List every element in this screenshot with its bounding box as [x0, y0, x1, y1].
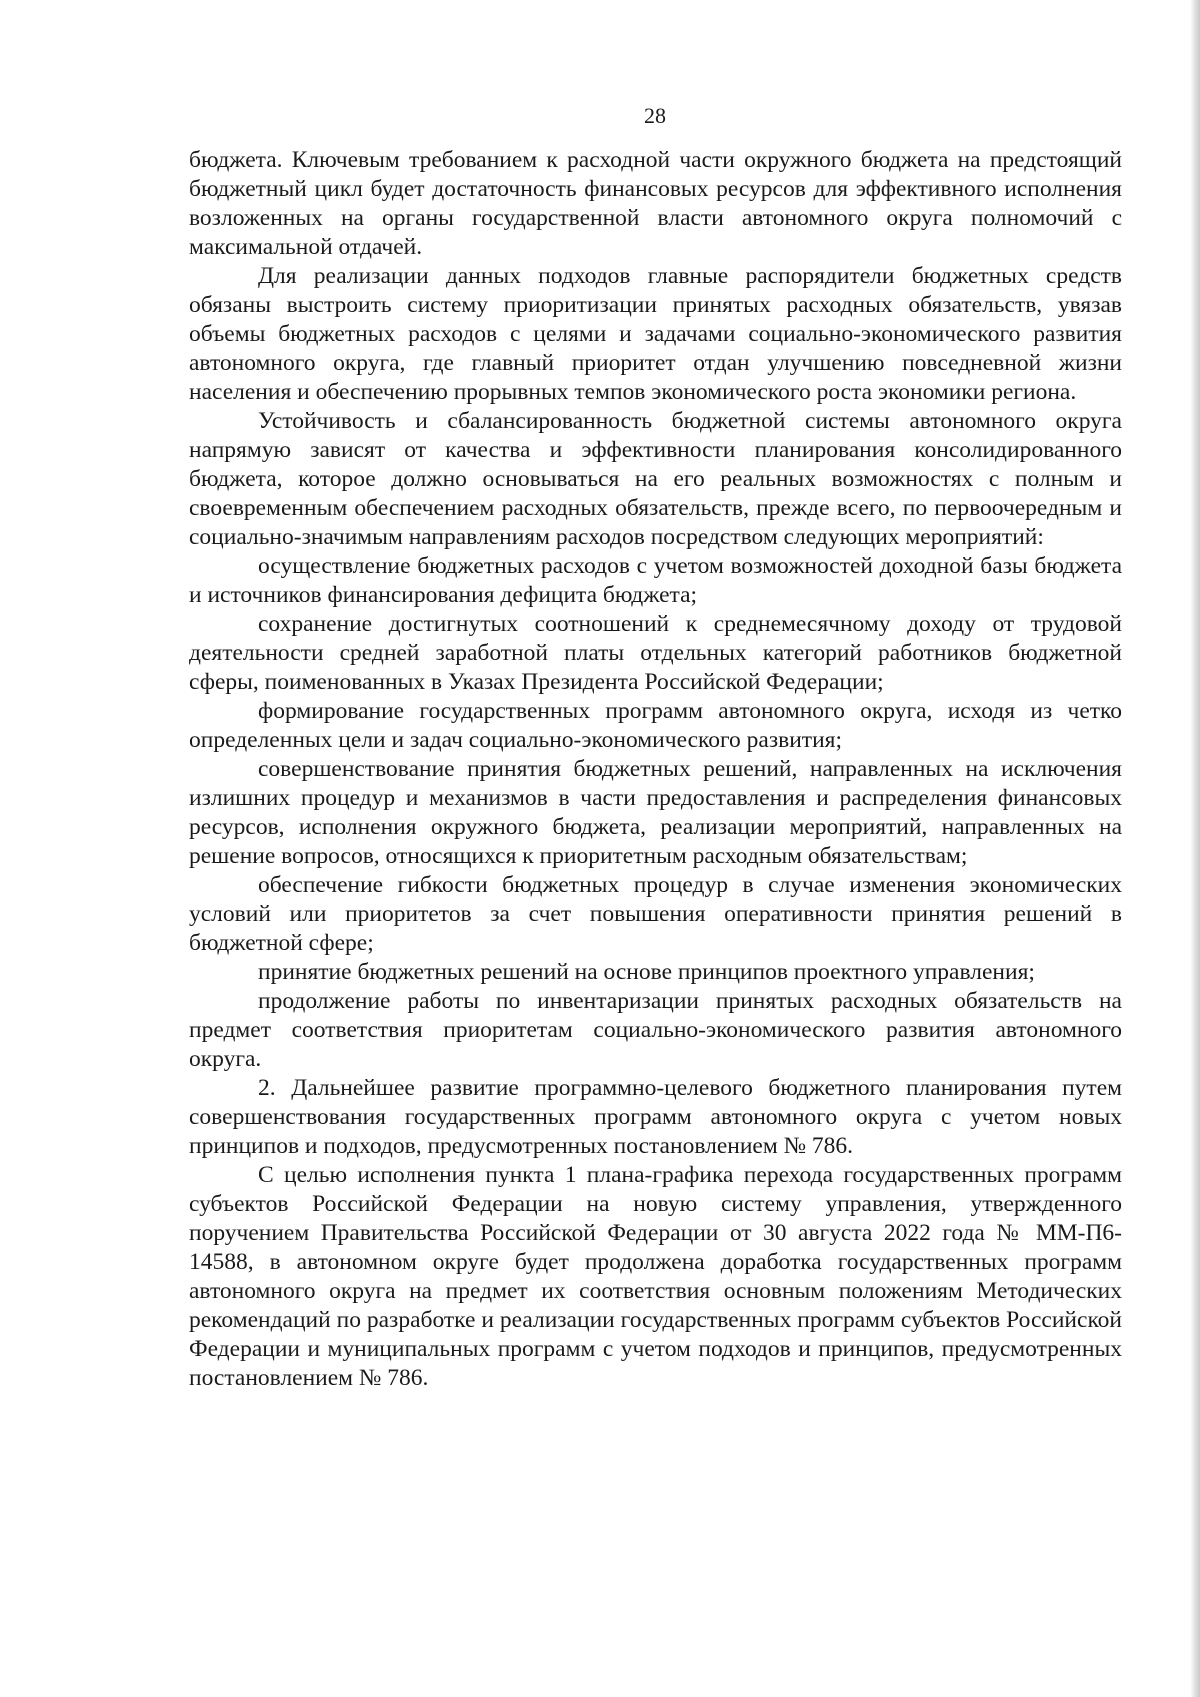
list-item: обеспечение гибкости бюджетных процедур в случае изменения экономических условий или приоритетов за счет повышения оперативности принятия решений в бюджетной сфере; — [189, 872, 1122, 956]
page-number: 28 — [644, 103, 666, 128]
numbered-paragraph: 2. Дальнейшее развитие программно-целевого бюджетного планирования путем совершенствования государственных программ автономного округа с учетом новых принципов и подходов, предусмотренных постановлением № 786. — [189, 1075, 1122, 1159]
list-item: совершенствование принятия бюджетных решений, направленных на исключения излишних процедур и механизмов в части предоставления и распределения финансовых ресурсов, исполнения окружного бюджета, реализации мероприятий, направленных на решение вопросов, относящихся к приоритетным расходным обязательствам; — [189, 756, 1122, 869]
paragraph: С целью исполнения пункта 1 плана-графика перехода государственных программ субъектов Российской Федерации на новую систему управления, утвержденного поручением Правительства Российской Федерации от 30 августа 2022 года № ММ-П6-14588, в автономном округе будет продолжена доработка государственных программ автономного округа на предмет их соответствия основным положениям Методических рекомендаций по разработке и реализации государственных программ субъектов Российской Федерации и муниципальных программ с учетом подходов и принципов, предусмотренных постановлением № 786. — [189, 1162, 1122, 1391]
paragraph: бюджета. Ключевым требованием к расходной части окружного бюджета на предстоящий бюджетный цикл будет достаточность финансовых ресурсов для эффективного исполнения возложенных на органы государственной власти автономного округа полномочий с максимальной отдачей. — [189, 147, 1122, 260]
list-item: формирование государственных программ автономного округа, исходя из четко определенных цели и задач социально-экономического развития; — [189, 698, 1122, 753]
scan-page-edge — [1190, 0, 1200, 1697]
list-item: принятие бюджетных решений на основе принципов проектного управления; — [258, 959, 1035, 985]
list-item: продолжение работы по инвентаризации принятых расходных обязательств на предмет соответствия приоритетам социально-экономического развития автономного округа. — [189, 988, 1122, 1072]
list-item: осуществление бюджетных расходов с учетом возможностей доходной базы бюджета и источников финансирования дефицита бюджета; — [189, 553, 1122, 608]
paragraph: Устойчивость и сбалансированность бюджетной системы автономного округа напрямую зависят от качества и эффективности планирования консолидированного бюджета, которое должно основываться на его реальных возможностях с полным и своевременным обеспечением расходных обязательств, прежде всего, по первоочередным и социально-значимым направлениям расходов посредством следующих мероприятий: — [189, 408, 1122, 550]
document-body — [189, 146, 1122, 1393]
paragraph: Для реализации данных подходов главные распорядители бюджетных средств обязаны выстроить систему приоритизации принятых расходных обязательств, увязав объемы бюджетных расходов с целями и задачами социально-экономического развития автономного округа, где главный приоритет отдан улучшению повседневной жизни населения и обеспечению прорывных темпов экономического роста экономики региона. — [189, 263, 1122, 405]
list-item: сохранение достигнутых соотношений к среднемесячному доходу от трудовой деятельности средней заработной платы отдельных категорий работников бюджетной сферы, поименованных в Указах Президента Российской Федерации; — [189, 611, 1122, 695]
